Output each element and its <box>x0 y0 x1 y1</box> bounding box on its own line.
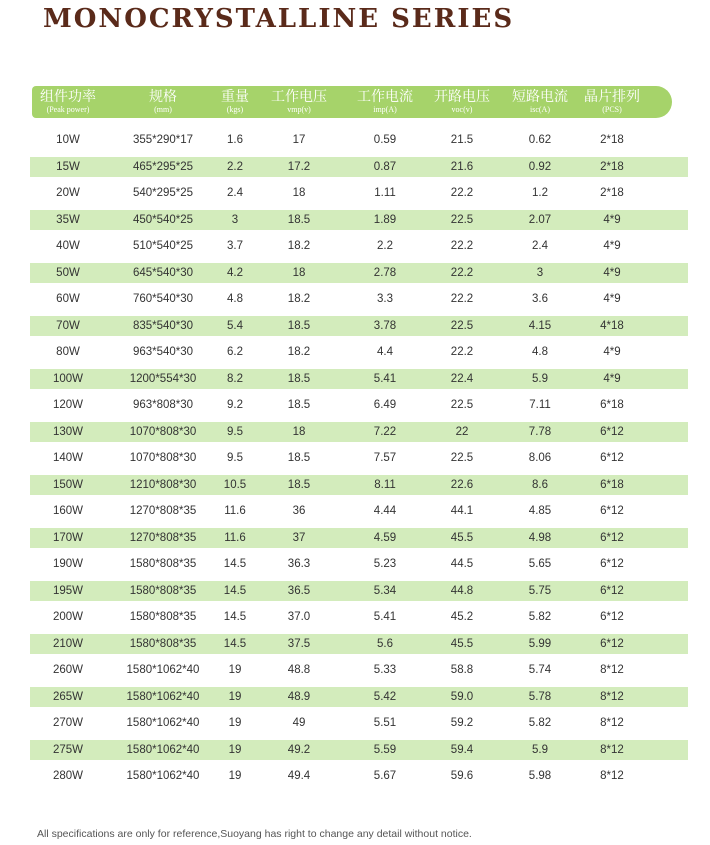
cell-power: 60W <box>56 293 80 305</box>
cell-isc: 1.2 <box>532 187 548 199</box>
cell-imp: 2.2 <box>377 240 393 252</box>
cell-voc: 22.5 <box>450 213 474 226</box>
cell-voc: 22.2 <box>450 266 474 279</box>
header-vmp-label: 工作电压 <box>271 88 327 104</box>
cell-weight: 6.2 <box>227 346 243 358</box>
cell-cells: 4*9 <box>603 240 621 252</box>
cell-weight: 19 <box>228 717 242 729</box>
cell-power: 275W <box>52 743 84 756</box>
cell-imp: 5.41 <box>373 372 397 385</box>
cell-power: 40W <box>56 240 80 252</box>
page-title: MONOCRYSTALLINE SERIES <box>43 4 515 34</box>
cell-spec: 963*540*30 <box>132 346 194 358</box>
cell-isc: 8.6 <box>532 478 548 491</box>
table-row <box>0 632 710 659</box>
cell-spec: 963*808*30 <box>132 399 194 411</box>
header-isc-label: 短路电流 <box>512 88 568 104</box>
cell-cells: 6*12 <box>600 558 624 570</box>
cell-cells: 6*12 <box>600 611 624 623</box>
cell-spec: 1070*808*30 <box>129 425 197 438</box>
cell-vmp: 18.5 <box>287 319 311 332</box>
cell-vmp: 18 <box>292 425 306 438</box>
cell-voc: 22.5 <box>450 319 474 332</box>
cell-spec: 1580*1062*40 <box>126 690 200 703</box>
cell-isc: 4.8 <box>532 346 548 358</box>
cell-isc: 0.92 <box>528 160 552 173</box>
cell-cells: 6*12 <box>600 584 624 597</box>
cell-vmp: 18.5 <box>287 452 311 464</box>
cell-vmp: 48.9 <box>287 690 311 703</box>
cell-vmp: 18 <box>292 187 306 199</box>
cell-spec: 1580*1062*40 <box>126 717 200 729</box>
table-row <box>0 473 710 500</box>
cell-spec: 1210*808*30 <box>129 478 197 491</box>
cell-power: 195W <box>52 584 84 597</box>
cell-vmp: 37.0 <box>287 611 311 623</box>
header-voc-label: 开路电压 <box>434 88 490 104</box>
cell-spec: 1580*1062*40 <box>126 664 200 676</box>
header-power-label: 组件功率 <box>40 88 96 104</box>
cell-power: 10W <box>56 134 80 146</box>
cell-cells: 8*12 <box>600 690 624 703</box>
cell-vmp: 18.5 <box>287 372 311 385</box>
cell-imp: 1.11 <box>374 187 396 199</box>
cell-vmp: 18.2 <box>287 240 311 252</box>
cell-voc: 22.2 <box>450 346 474 358</box>
cell-cells: 8*12 <box>600 717 624 729</box>
cell-vmp: 37 <box>292 531 306 544</box>
cell-weight: 19 <box>228 664 242 676</box>
table-row <box>0 393 710 420</box>
cell-voc: 22.2 <box>450 187 474 199</box>
cell-cells: 2*18 <box>600 160 624 173</box>
cell-vmp: 18.5 <box>287 478 311 491</box>
cell-cells: 6*18 <box>600 399 624 411</box>
cell-isc: 3.6 <box>532 293 548 305</box>
cell-voc: 21.6 <box>450 160 474 173</box>
cell-weight: 4.8 <box>227 293 243 305</box>
cell-cells: 8*12 <box>600 743 624 756</box>
cell-cells: 4*9 <box>603 293 621 305</box>
cell-imp: 5.33 <box>373 664 397 676</box>
header-cells <box>570 86 654 115</box>
cell-power: 50W <box>56 266 80 279</box>
table-row <box>0 658 710 685</box>
cell-spec: 1070*808*30 <box>129 452 197 464</box>
cell-vmp: 49.2 <box>287 743 311 756</box>
cell-power: 170W <box>52 531 84 544</box>
header-imp-label: 工作电流 <box>357 88 413 104</box>
cell-voc: 22.2 <box>450 240 474 252</box>
cell-imp: 5.41 <box>373 611 397 623</box>
cell-spec: 1580*808*35 <box>129 558 197 570</box>
cell-isc: 5.82 <box>528 717 552 729</box>
cell-power: 130W <box>52 425 84 438</box>
cell-voc: 21.5 <box>450 134 474 146</box>
cell-cells: 4*9 <box>603 372 621 385</box>
cell-imp: 5.42 <box>373 690 397 703</box>
cell-spec: 1200*554*30 <box>129 372 197 385</box>
cell-spec: 465*295*25 <box>132 160 194 173</box>
cell-voc: 59.4 <box>450 743 474 756</box>
cell-voc: 59.2 <box>450 717 474 729</box>
cell-imp: 5.51 <box>373 717 397 729</box>
header-vmp <box>257 86 341 115</box>
table-row <box>0 155 710 182</box>
cell-power: 160W <box>52 505 84 517</box>
cell-spec: 540*295*25 <box>132 187 194 199</box>
table-row <box>0 367 710 394</box>
cell-isc: 7.11 <box>529 399 551 411</box>
table-row <box>0 340 710 367</box>
cell-isc: 5.9 <box>532 743 548 756</box>
cell-vmp: 36.3 <box>287 558 311 570</box>
cell-isc: 4.15 <box>528 319 552 332</box>
cell-isc: 5.9 <box>532 372 548 385</box>
table-row <box>0 552 710 579</box>
cell-isc: 5.65 <box>528 558 552 570</box>
cell-spec: 835*540*30 <box>132 319 194 332</box>
header-imp-unit: imp(A) <box>373 105 397 114</box>
cell-imp: 7.22 <box>373 425 397 438</box>
cell-spec: 760*540*30 <box>132 293 194 305</box>
cell-vmp: 48.8 <box>287 664 311 676</box>
cell-voc: 22.6 <box>450 478 474 491</box>
cell-isc: 3 <box>536 266 544 279</box>
cell-cells: 8*12 <box>600 770 624 782</box>
cell-weight: 9.2 <box>227 399 243 411</box>
cell-cells: 6*18 <box>600 478 624 491</box>
table-row <box>0 314 710 341</box>
cell-weight: 11.6 <box>224 531 246 544</box>
cell-power: 150W <box>52 478 84 491</box>
cell-weight: 14.5 <box>223 558 247 570</box>
cell-voc: 58.8 <box>450 664 474 676</box>
cell-cells: 6*12 <box>600 531 624 544</box>
cell-vmp: 36 <box>292 505 306 517</box>
cell-cells: 2*18 <box>600 134 624 146</box>
header-power-unit: (Peak power) <box>46 105 90 114</box>
cell-voc: 45.5 <box>450 531 474 544</box>
table-row <box>0 526 710 553</box>
table-row <box>0 420 710 447</box>
cell-weight: 3.7 <box>227 240 243 252</box>
header-power <box>26 86 110 115</box>
cell-cells: 4*18 <box>600 319 624 332</box>
cell-power: 15W <box>56 160 80 173</box>
cell-isc: 5.75 <box>528 584 552 597</box>
cell-weight: 3 <box>231 213 239 226</box>
table-row <box>0 605 710 632</box>
cell-cells: 8*12 <box>600 664 624 676</box>
header-voc-unit: voc(v) <box>451 105 473 114</box>
cell-spec: 1580*808*35 <box>129 637 197 650</box>
table-row <box>0 234 710 261</box>
cell-weight: 14.5 <box>223 584 247 597</box>
table-header <box>32 86 672 118</box>
cell-vmp: 18.5 <box>287 213 311 226</box>
cell-power: 270W <box>52 717 84 729</box>
cell-vmp: 36.5 <box>287 584 311 597</box>
cell-imp: 3.3 <box>377 293 393 305</box>
cell-weight: 19 <box>228 770 242 782</box>
cell-weight: 9.5 <box>227 425 243 438</box>
cell-power: 210W <box>52 637 84 650</box>
cell-isc: 2.07 <box>528 213 552 226</box>
cell-cells: 2*18 <box>600 187 624 199</box>
cell-weight: 10.5 <box>223 478 247 491</box>
cell-power: 20W <box>56 187 80 199</box>
header-cells-label: 晶片排列 <box>584 88 640 104</box>
cell-vmp: 17 <box>292 134 306 146</box>
cell-power: 190W <box>52 558 84 570</box>
cell-voc: 44.1 <box>450 505 474 517</box>
cell-vmp: 18 <box>292 266 306 279</box>
cell-cells: 4*9 <box>603 346 621 358</box>
cell-voc: 59.6 <box>450 770 474 782</box>
cell-isc: 5.74 <box>528 664 552 676</box>
cell-cells: 6*12 <box>600 637 624 650</box>
cell-power: 100W <box>52 372 84 385</box>
cell-cells: 4*9 <box>603 213 621 226</box>
cell-isc: 0.62 <box>528 134 552 146</box>
header-cells-unit: (PCS) <box>602 105 622 114</box>
cell-imp: 0.87 <box>373 160 397 173</box>
cell-spec: 1580*1062*40 <box>126 743 200 756</box>
cell-isc: 4.85 <box>528 505 552 517</box>
cell-imp: 6.49 <box>373 399 397 411</box>
cell-power: 80W <box>56 346 80 358</box>
cell-cells: 6*12 <box>600 505 624 517</box>
table-row <box>0 499 710 526</box>
cell-weight: 2.4 <box>227 187 243 199</box>
table-row <box>0 685 710 712</box>
cell-vmp: 49 <box>292 717 306 729</box>
cell-power: 265W <box>52 690 84 703</box>
table-row <box>0 764 710 791</box>
table-row <box>0 446 710 473</box>
cell-isc: 2.4 <box>532 240 548 252</box>
cell-isc: 5.98 <box>528 770 552 782</box>
cell-weight: 19 <box>228 690 242 703</box>
cell-cells: 6*12 <box>600 425 624 438</box>
table-row <box>0 579 710 606</box>
cell-voc: 22.4 <box>450 372 474 385</box>
cell-isc: 5.99 <box>528 637 552 650</box>
cell-spec: 1580*1062*40 <box>126 770 200 782</box>
cell-vmp: 18.5 <box>287 399 311 411</box>
cell-spec: 1580*808*35 <box>129 584 197 597</box>
cell-weight: 8.2 <box>227 372 243 385</box>
cell-spec: 645*540*30 <box>132 266 194 279</box>
header-weight-label: 重量 <box>221 88 249 104</box>
header-isc-unit: isc(A) <box>530 105 550 114</box>
cell-imp: 4.44 <box>373 505 397 517</box>
cell-spec: 1580*808*35 <box>129 611 197 623</box>
cell-voc: 44.5 <box>450 558 474 570</box>
cell-weight: 5.4 <box>227 319 243 332</box>
cell-vmp: 37.5 <box>287 637 311 650</box>
cell-voc: 44.8 <box>450 584 474 597</box>
cell-spec: 355*290*17 <box>132 134 194 146</box>
cell-imp: 5.6 <box>377 637 393 650</box>
cell-weight: 4.2 <box>227 266 243 279</box>
table-row <box>0 738 710 765</box>
cell-imp: 5.67 <box>373 770 397 782</box>
cell-imp: 8.11 <box>374 478 396 491</box>
table-row <box>0 287 710 314</box>
cell-voc: 22.2 <box>450 293 474 305</box>
disclaimer-footer: All specifications are only for reference,Suoyang has right to change any detail without notice. <box>37 828 472 840</box>
header-voc <box>420 86 504 115</box>
cell-weight: 11.6 <box>224 505 246 517</box>
header-vmp-unit: vmp(v) <box>287 105 311 114</box>
cell-voc: 59.0 <box>450 690 474 703</box>
spec-table-body <box>0 128 710 791</box>
cell-voc: 22.5 <box>450 399 474 411</box>
cell-power: 260W <box>52 664 84 676</box>
cell-weight: 2.2 <box>227 160 243 173</box>
cell-imp: 5.59 <box>373 743 397 756</box>
cell-imp: 1.89 <box>373 213 397 226</box>
cell-weight: 14.5 <box>223 637 247 650</box>
cell-imp: 4.59 <box>373 531 397 544</box>
table-row <box>0 711 710 738</box>
table-row <box>0 261 710 288</box>
cell-voc: 22.5 <box>450 452 474 464</box>
cell-power: 200W <box>52 611 84 623</box>
cell-isc: 8.06 <box>528 452 552 464</box>
cell-vmp: 18.2 <box>287 293 311 305</box>
cell-voc: 45.2 <box>450 611 474 623</box>
cell-power: 280W <box>52 770 84 782</box>
cell-power: 120W <box>52 399 84 411</box>
header-weight-unit: (kgs) <box>226 105 244 114</box>
header-spec-label: 规格 <box>149 88 177 104</box>
table-row <box>0 181 710 208</box>
cell-spec: 1270*808*35 <box>129 531 197 544</box>
cell-vmp: 49.4 <box>287 770 311 782</box>
cell-power: 70W <box>56 319 80 332</box>
cell-weight: 9.5 <box>227 452 243 464</box>
cell-imp: 7.57 <box>373 452 397 464</box>
cell-isc: 4.98 <box>528 531 552 544</box>
cell-imp: 2.78 <box>373 266 397 279</box>
table-row <box>0 208 710 235</box>
cell-imp: 5.23 <box>373 558 397 570</box>
cell-imp: 0.59 <box>373 134 397 146</box>
cell-spec: 1270*808*35 <box>129 505 197 517</box>
cell-vmp: 18.2 <box>287 346 311 358</box>
cell-power: 140W <box>52 452 84 464</box>
cell-spec: 510*540*25 <box>132 240 194 252</box>
cell-isc: 5.82 <box>528 611 552 623</box>
cell-spec: 450*540*25 <box>132 213 194 226</box>
cell-imp: 4.4 <box>377 346 393 358</box>
cell-cells: 6*12 <box>600 452 624 464</box>
cell-weight: 1.6 <box>227 134 243 146</box>
cell-isc: 7.78 <box>528 425 552 438</box>
cell-voc: 45.5 <box>450 637 474 650</box>
cell-imp: 5.34 <box>373 584 397 597</box>
table-row <box>0 128 710 155</box>
cell-cells: 4*9 <box>603 266 621 279</box>
header-spec-unit: (mm) <box>154 105 172 114</box>
cell-weight: 14.5 <box>223 611 247 623</box>
cell-vmp: 17.2 <box>287 160 311 173</box>
cell-imp: 3.78 <box>373 319 397 332</box>
cell-weight: 19 <box>228 743 242 756</box>
header-imp <box>343 86 427 115</box>
cell-isc: 5.78 <box>528 690 552 703</box>
cell-voc: 22 <box>455 425 469 438</box>
cell-power: 35W <box>56 213 80 226</box>
